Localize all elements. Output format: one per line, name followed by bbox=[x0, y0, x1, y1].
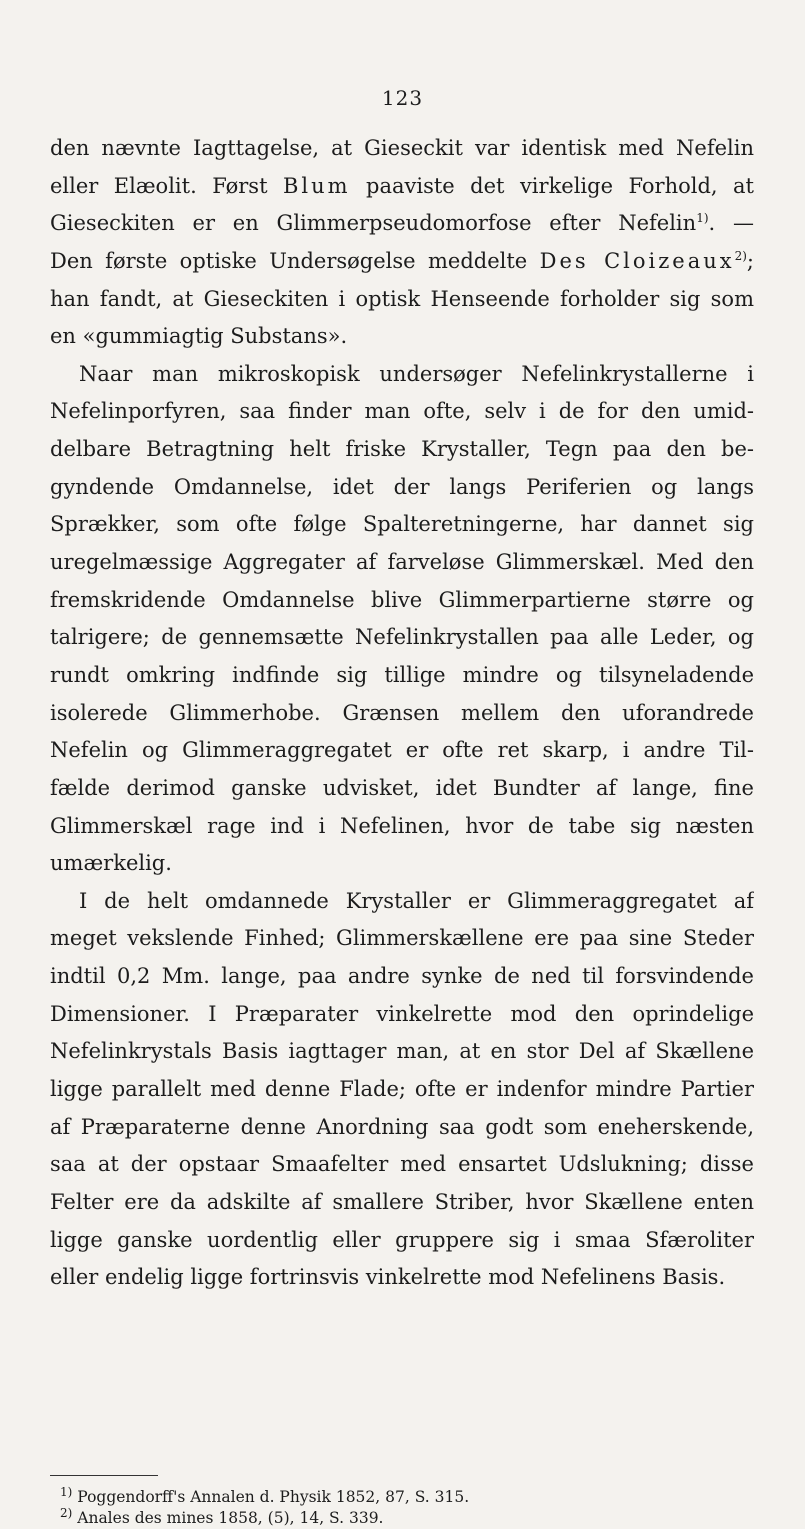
text-line: umærkelig. bbox=[50, 851, 172, 876]
text-line: Nefelinkrystals Basis iagttager man, at en stor Del af Skællene bbox=[50, 1039, 754, 1064]
text-line: I de helt omdannede Krystaller er Glimmeraggregatet af bbox=[79, 888, 754, 913]
text-line: Nefelinporfyren, saa finder man ofte, selv i de for den umid- bbox=[50, 399, 754, 424]
text-fragment: . — bbox=[708, 211, 754, 236]
text-line: fremskridende Omdannelse blive Glimmerpartierne større og bbox=[50, 587, 754, 612]
text-line: meget vekslende Finhed; Glimmerskællene ere paa sine Steder bbox=[50, 926, 754, 951]
text-line: Naar man mikroskopisk undersøger Nefelinkrystallerne i bbox=[79, 361, 754, 386]
text-fragment: Den første optiske Undersøgelse meddelte bbox=[50, 248, 540, 273]
text-fragment: ; bbox=[746, 248, 754, 273]
author-name-des-cloizeaux: Des Cloizeaux bbox=[539, 248, 735, 273]
footnote-ref[interactable]: 1) bbox=[696, 211, 709, 226]
text-line: eller endelig ligge fortrinsvis vinkelrette mod Nefelinens Basis. bbox=[50, 1265, 726, 1290]
footnote-2 bbox=[50, 1505, 754, 1529]
text-line: fælde derimod ganske udvisket, idet Bundter af lange, fine bbox=[50, 775, 754, 800]
footnotes bbox=[50, 1484, 754, 1529]
footnote-mark: 1) bbox=[60, 1484, 73, 1499]
text-line: Dimensioner. I Præparater vinkelrette mod den oprindelige bbox=[50, 1001, 754, 1026]
text-line: gyndende Omdannelse, idet der langs Periferien og langs bbox=[50, 474, 754, 499]
text-line: saa at der opstaar Smaafelter med ensartet Udslukning; disse bbox=[50, 1152, 754, 1177]
text-line: uregelmæssige Aggregater af farveløse Glimmerskæl. Med den bbox=[50, 550, 754, 575]
text-line bbox=[50, 243, 754, 281]
text-line: delbare Betragtning helt friske Krystaller, Tegn paa den be- bbox=[50, 437, 754, 462]
text-line: han fandt, at Gieseckiten i optisk Henseende forholder sig som bbox=[50, 286, 754, 311]
text-line: indtil 0,2 Mm. lange, paa andre synke de ned til forsvindende bbox=[50, 964, 754, 989]
text-line: Glimmerskæl rage ind i Nefelinen, hvor de tabe sig næsten bbox=[50, 813, 754, 838]
text-line: talrigere; de gennemsætte Nefelinkrystallen paa alle Leder, og bbox=[50, 625, 754, 650]
text-line: isolerede Glimmerhobe. Grænsen mellem den uforandrede bbox=[50, 700, 754, 725]
text-line bbox=[50, 205, 754, 243]
text-line: Felter ere da adskilte af smallere Striber, hvor Skællene enten bbox=[50, 1189, 754, 1214]
text-line: rundt omkring indfinde sig tillige mindre og tilsyneladende bbox=[50, 662, 754, 687]
footnote-text: Poggendorff's Annalen d. Physik 1852, 87, S. 315. bbox=[77, 1488, 470, 1506]
footnote-text: Anales des mines 1858, (5), 14, S. 339. bbox=[77, 1509, 384, 1527]
footnote-divider bbox=[50, 1475, 158, 1476]
footnote-1 bbox=[50, 1484, 754, 1508]
text-fragment: eller Elæolit. Først bbox=[50, 173, 283, 198]
text-line: ligge ganske uordentlig eller gruppere sig i smaa Sfæroliter bbox=[50, 1227, 754, 1252]
page-number: 123 bbox=[381, 86, 424, 110]
text-line: af Præparaterne denne Anordning saa godt som eneherskende, bbox=[50, 1114, 754, 1139]
text-line: ligge parallelt med denne Flade; ofte er indenfor mindre Partier bbox=[50, 1077, 754, 1102]
text-line bbox=[50, 168, 754, 206]
author-name-blum: Blum bbox=[282, 173, 351, 198]
text-line: den nævnte Iagttagelse, at Gieseckit var identisk med Nefelin bbox=[50, 136, 754, 160]
body-text bbox=[50, 130, 754, 1297]
text-fragment: Gieseckiten er en Glimmerpseudomorfose efter Nefelin bbox=[50, 211, 697, 236]
text-fragment: paaviste det virkelige Forhold, at bbox=[350, 173, 754, 198]
text-line: Nefelin og Glimmeraggregatet er ofte ret skarp, i andre Til- bbox=[50, 738, 754, 763]
footnote-ref[interactable]: 2) bbox=[734, 248, 747, 263]
footnote-mark: 2) bbox=[60, 1505, 73, 1520]
text-line: en «gummiagtig Substans». bbox=[50, 324, 348, 349]
text-line: Sprækker, som ofte følge Spalteretningerne, har dannet sig bbox=[50, 512, 754, 537]
